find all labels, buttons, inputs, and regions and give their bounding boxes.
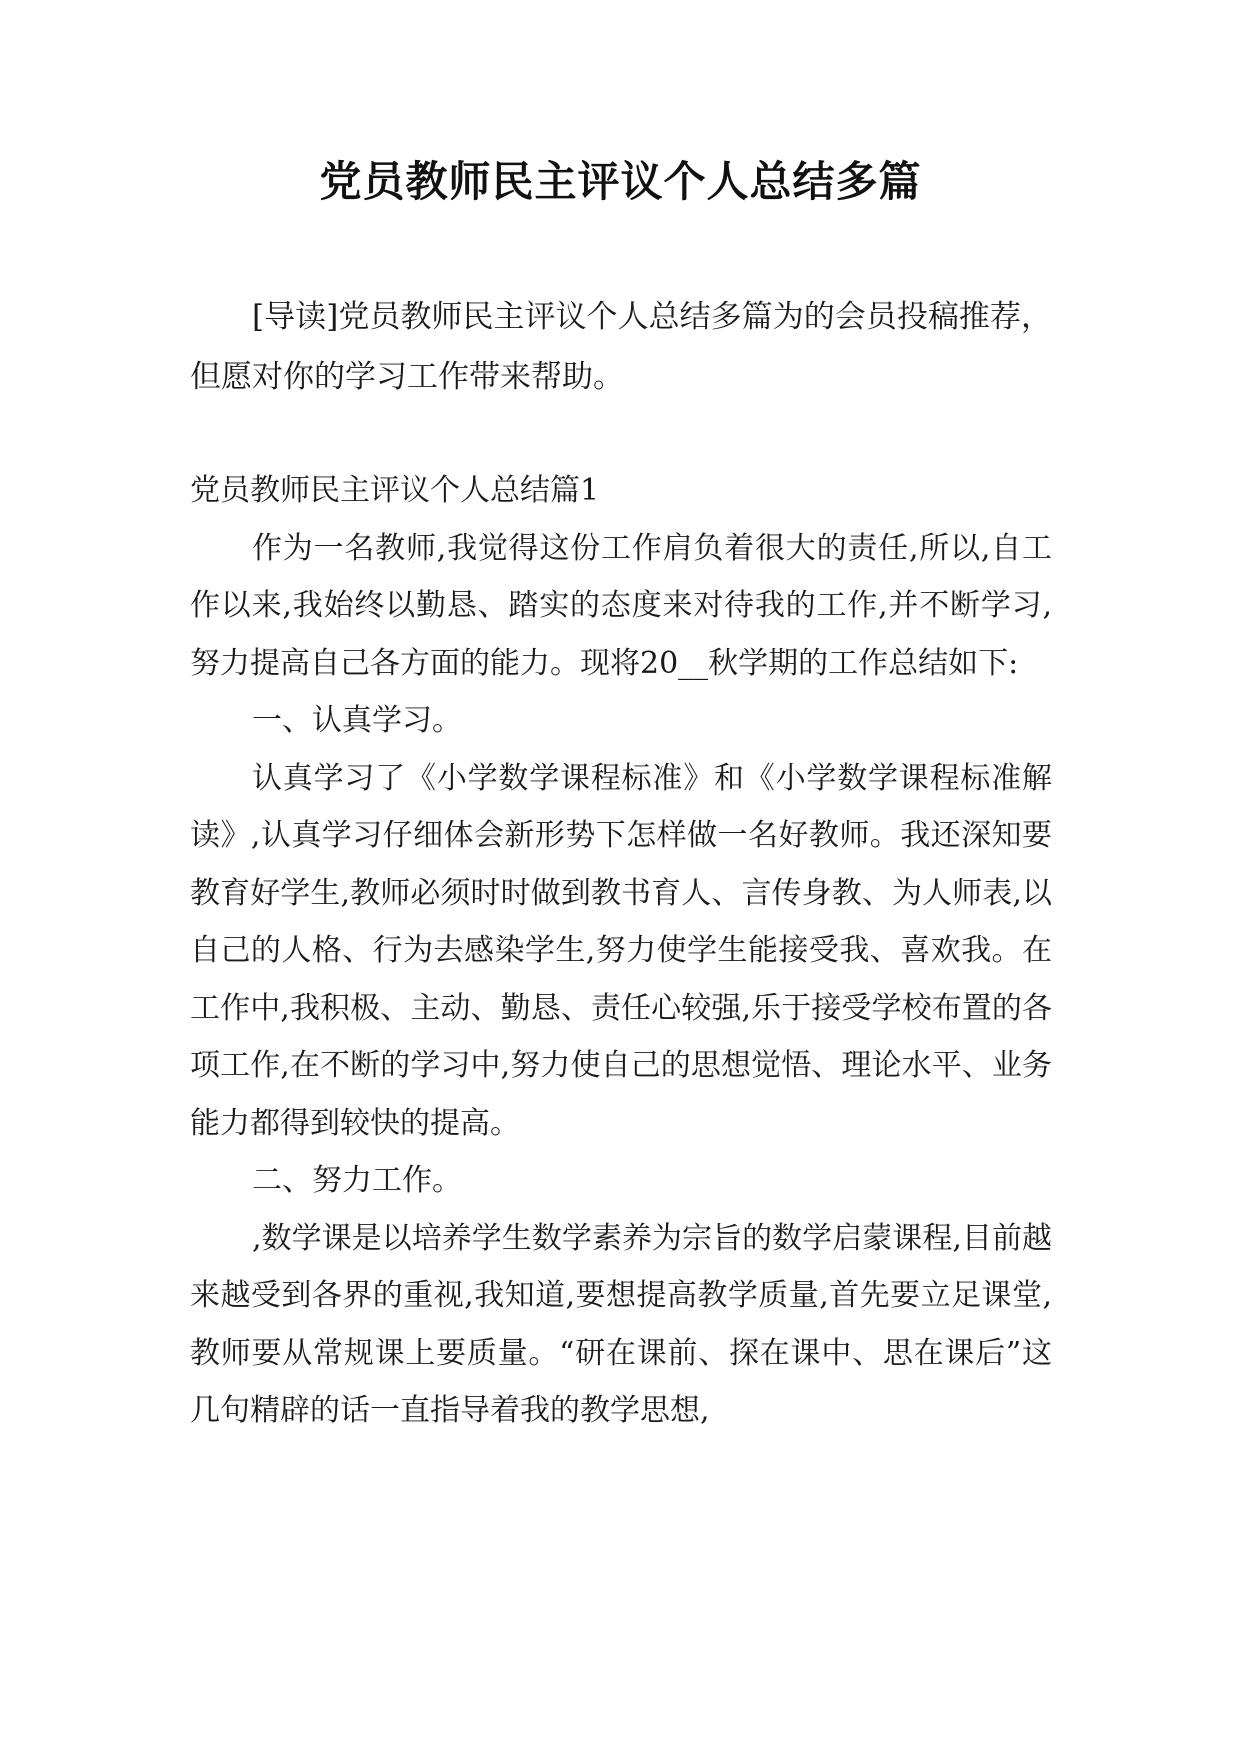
body-paragraph: ,数学课是以培养学生数学素养为宗旨的数学启蒙课程,目前越来越受到各界的重视,我知道,要想提高教学质量,首先要立足课堂,教师要从常规课上要质量。“研在课前、探在课中、思在课后”这几句精辟的话一直指导着我的教学思想, bbox=[190, 1220, 1052, 1428]
document-title: 党员教师民主评议个人总结多篇 bbox=[319, 157, 922, 206]
subheading: 一、认真学习。 bbox=[252, 703, 462, 738]
intro-paragraph: [导读]党员教师民主评议个人总结多篇为的会员投稿推荐，但愿对你的学习工作带来帮助。 bbox=[190, 299, 1052, 395]
subheading: 二、努力工作。 bbox=[252, 1163, 462, 1198]
body-paragraph: 作为一名教师,我觉得这份工作肩负着很大的责任,所以,自工作以来,我始终以勤恳、踏实的态度来对待我的工作,并不断学习,努力提高自己各方面的能力。现将20__秋学期的工作总结如下: bbox=[190, 530, 1052, 681]
section-title: 党员教师民主评议个人总结篇1 bbox=[190, 473, 600, 508]
document-body bbox=[190, 462, 1052, 1440]
body-paragraph: 认真学习了《小学数学课程标准》和《小学数学课程标准解读》,认真学习仔细体会新形势下怎样做一名好教师。我还深知要教育好学生,教师必须时时做到教书育人、言传身教、为人师表,以自己的人格、行为去感染学生,努力使学生能接受我、喜欢我。在工作中,我积极、主动、勤恳、责任心较强,乐于接受学校布置的各项工作,在不断的学习中,努力使自己的思想觉悟、理论水平、业务能力都得到较快的提高。 bbox=[190, 760, 1052, 1141]
